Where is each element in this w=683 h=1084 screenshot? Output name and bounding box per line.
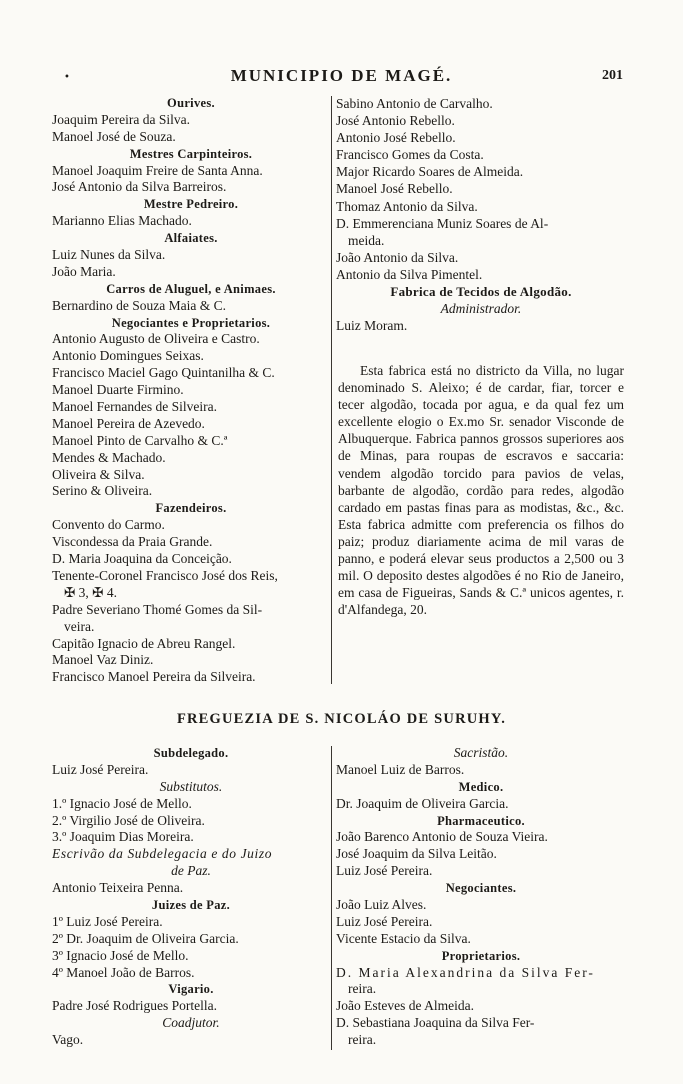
list-item: Manoel José Rebello. (336, 181, 453, 197)
list-item: Manoel Joaquim Freire de Santa Anna. (52, 162, 263, 178)
list-item: Manoel José de Souza. (52, 128, 176, 144)
list-item: Mendes & Machado. (52, 449, 166, 465)
section-heading: Fazendeiros. (155, 501, 227, 516)
section-heading: Negociantes. (445, 881, 517, 896)
left-column-mage (52, 95, 330, 686)
list-item: Thomaz Antonio da Silva. (336, 198, 478, 214)
list-item: Bernardino de Souza Maia & C. (52, 297, 226, 313)
list-item-continuation: meida. (348, 232, 385, 248)
page-number: 201 (602, 68, 623, 83)
list-item: Capitão Ignacio de Abreu Rangel. (52, 635, 236, 651)
list-item: Luiz Nunes da Silva. (52, 247, 166, 263)
section-subheading: Sacristão. (453, 745, 509, 760)
section-heading: Mestre Pedreiro. (143, 197, 239, 212)
right-column-suruhy (336, 745, 626, 1049)
section-subheading: Substitutos. (159, 778, 223, 794)
list-item: Manoel Fernandes de Silveira. (52, 399, 217, 415)
list-item: Luiz José Pereira. (52, 761, 149, 777)
section-heading: Juizes de Paz. (151, 898, 231, 913)
list-item: Major Ricardo Soares de Almeida. (336, 164, 524, 180)
list-item: Francisco Gomes da Costa. (336, 147, 484, 163)
left-column-suruhy (52, 745, 330, 1049)
factory-description: Esta fabrica está no districto da Villa, no lugar denominado S. Aleixo; é de cardar, fiar, torcer e tecer algodão, tocada por agua, e da qual fez um excellente elogio o Ex.mo Sr. senador Visconde de Albuquerque. Fabrica pannos grossos superiores aos de Minas, para roupas de escravos e saccaria: vendem algodão torcido para pavios de velas, barbante de algodão, cordão para redes, algodão cardado em pastas finas para as modistas, &c., &c. Esta fabrica admitte com preferencia os filhos do paiz; produz diariamente acima de mil varas de panno, e poderá elevar seus productos a 2,500 ou 3 mil. O deposito destes algodões é no Rio de Janeiro, em casa de Figueiras, Sands & C.ª unicos agentes, r. d'Alfandega, 20. (338, 363, 624, 618)
list-item: Vicente Estacio da Silva. (336, 930, 471, 946)
list-item: 2.º Virgilio José de Oliveira. (52, 812, 205, 828)
column-rule (331, 96, 332, 684)
list-item: D. Sebastiana Joaquina da Silva Fer- (336, 1015, 535, 1031)
list-item: João Esteves de Almeida. (336, 998, 474, 1014)
list-item: 2º Dr. Joaquim de Oliveira Garcia. (52, 930, 239, 946)
list-item: 1º Luiz José Pereira. (52, 913, 163, 929)
list-item: João Luiz Alves. (336, 897, 427, 913)
section-heading: Fabrica de Tecidos de Algodão. (390, 284, 572, 300)
list-item: Padre Severiano Thomé Gomes da Sil- (52, 601, 263, 617)
list-item: João Barenco Antonio de Souza Vieira. (336, 829, 548, 845)
list-item: Sabino Antonio de Carvalho. (336, 96, 493, 111)
list-item: Francisco Maciel Gago Quintanilha & C. (52, 365, 275, 381)
list-item: Manoel Luiz de Barros. (336, 761, 465, 777)
list-item: 3º Ignacio José de Mello. (52, 947, 189, 963)
section-subheading-continuation: de Paz. (171, 863, 211, 879)
section-subheading: Coadjutor. (162, 1015, 220, 1031)
list-item: Luiz Moram. (336, 318, 408, 334)
right-column-mage (336, 95, 626, 334)
section-heading: Carros de Aluguel, e Animaes. (106, 281, 276, 296)
list-item: Manoel Vaz Diniz. (52, 652, 154, 668)
list-item: Antonio José Rebello. (336, 130, 456, 146)
list-item: 4º Manoel João de Barros. (52, 964, 195, 980)
page-title: MUNICIPIO DE MAGÉ. (230, 66, 453, 85)
section-title: FREGUEZIA DE S. NICOLÁO DE SURUHY. (176, 711, 507, 727)
list-item: 1.º Ignacio José de Mello. (52, 795, 192, 811)
list-item: João Antonio da Silva. (336, 249, 459, 265)
list-item: Antonio Augusto de Oliveira e Castro. (52, 331, 260, 347)
list-item: Vago. (52, 1032, 84, 1048)
list-item: Dr. Joaquim de Oliveira Garcia. (336, 795, 509, 811)
section-heading: Pharmaceutico. (437, 813, 525, 828)
list-item: Manoel Pinto de Carvalho & C.ª (52, 432, 228, 448)
list-item: Manoel Duarte Firmino. (52, 382, 184, 398)
list-item-continuation: reira. (348, 1032, 377, 1048)
section-heading: Vigario. (168, 982, 214, 997)
list-item: Marianno Elias Machado. (52, 213, 192, 229)
section-heading: Medico. (458, 779, 504, 794)
list-item-continuation: veira. (64, 618, 95, 634)
list-item-continuation: reira. (348, 981, 377, 997)
list-item: José Antonio da Silva Barreiros. (52, 179, 227, 195)
list-item: José Antonio Rebello. (336, 113, 455, 129)
list-item: Convento do Carmo. (52, 517, 165, 533)
list-item: José Joaquim da Silva Leitão. (336, 846, 497, 862)
section-subheading: Escrivão da Subdelegacia e do Juizo (52, 846, 273, 862)
list-item: Francisco Manoel Pereira da Silveira. (52, 669, 256, 685)
section-heading: Alfaiates. (164, 231, 218, 246)
section-subheading: Administrador. (440, 301, 522, 317)
list-item: Oliveira & Silva. (52, 466, 145, 482)
list-item: Antonio Domingues Seixas. (52, 348, 204, 364)
list-item: D. Maria Joaquina da Conceição. (52, 551, 232, 567)
list-item: Luiz José Pereira. (336, 913, 433, 929)
list-item: Manoel Pereira de Azevedo. (52, 415, 205, 431)
list-item: João Maria. (52, 263, 116, 279)
list-item: D. Emmerenciana Muniz Soares de Al- (336, 215, 549, 231)
list-item: 3.º Joaquim Dias Moreira. (52, 829, 194, 845)
section-heading: Proprietarios. (441, 948, 521, 963)
section-heading: Mestres Carpinteiros. (129, 146, 253, 161)
column-rule (331, 746, 332, 1050)
list-item: Luiz José Pereira. (336, 863, 433, 879)
list-item: Padre José Rodrigues Portella. (52, 998, 217, 1014)
section-heading: Negociantes e Proprietarios. (111, 315, 271, 330)
list-item: Viscondessa da Praia Grande. (52, 534, 213, 550)
decorations-line: ✠ 3, ✠ 4. (64, 584, 117, 600)
list-item: Antonio Teixeira Penna. (52, 880, 184, 896)
list-item: Antonio da Silva Pimentel. (336, 266, 483, 282)
page-header (0, 66, 683, 88)
list-item: D. Maria Alexandrina da Silva Fer- (336, 964, 595, 980)
list-item: Tenente-Coronel Francisco José dos Reis, (52, 567, 278, 583)
list-item: Serino & Oliveira. (52, 483, 153, 499)
section-heading: Subdelegado. (153, 746, 229, 760)
list-item: Joaquim Pereira da Silva. (52, 111, 190, 127)
printing-dot: • (64, 72, 70, 83)
section-heading: Ourives. (167, 96, 215, 110)
